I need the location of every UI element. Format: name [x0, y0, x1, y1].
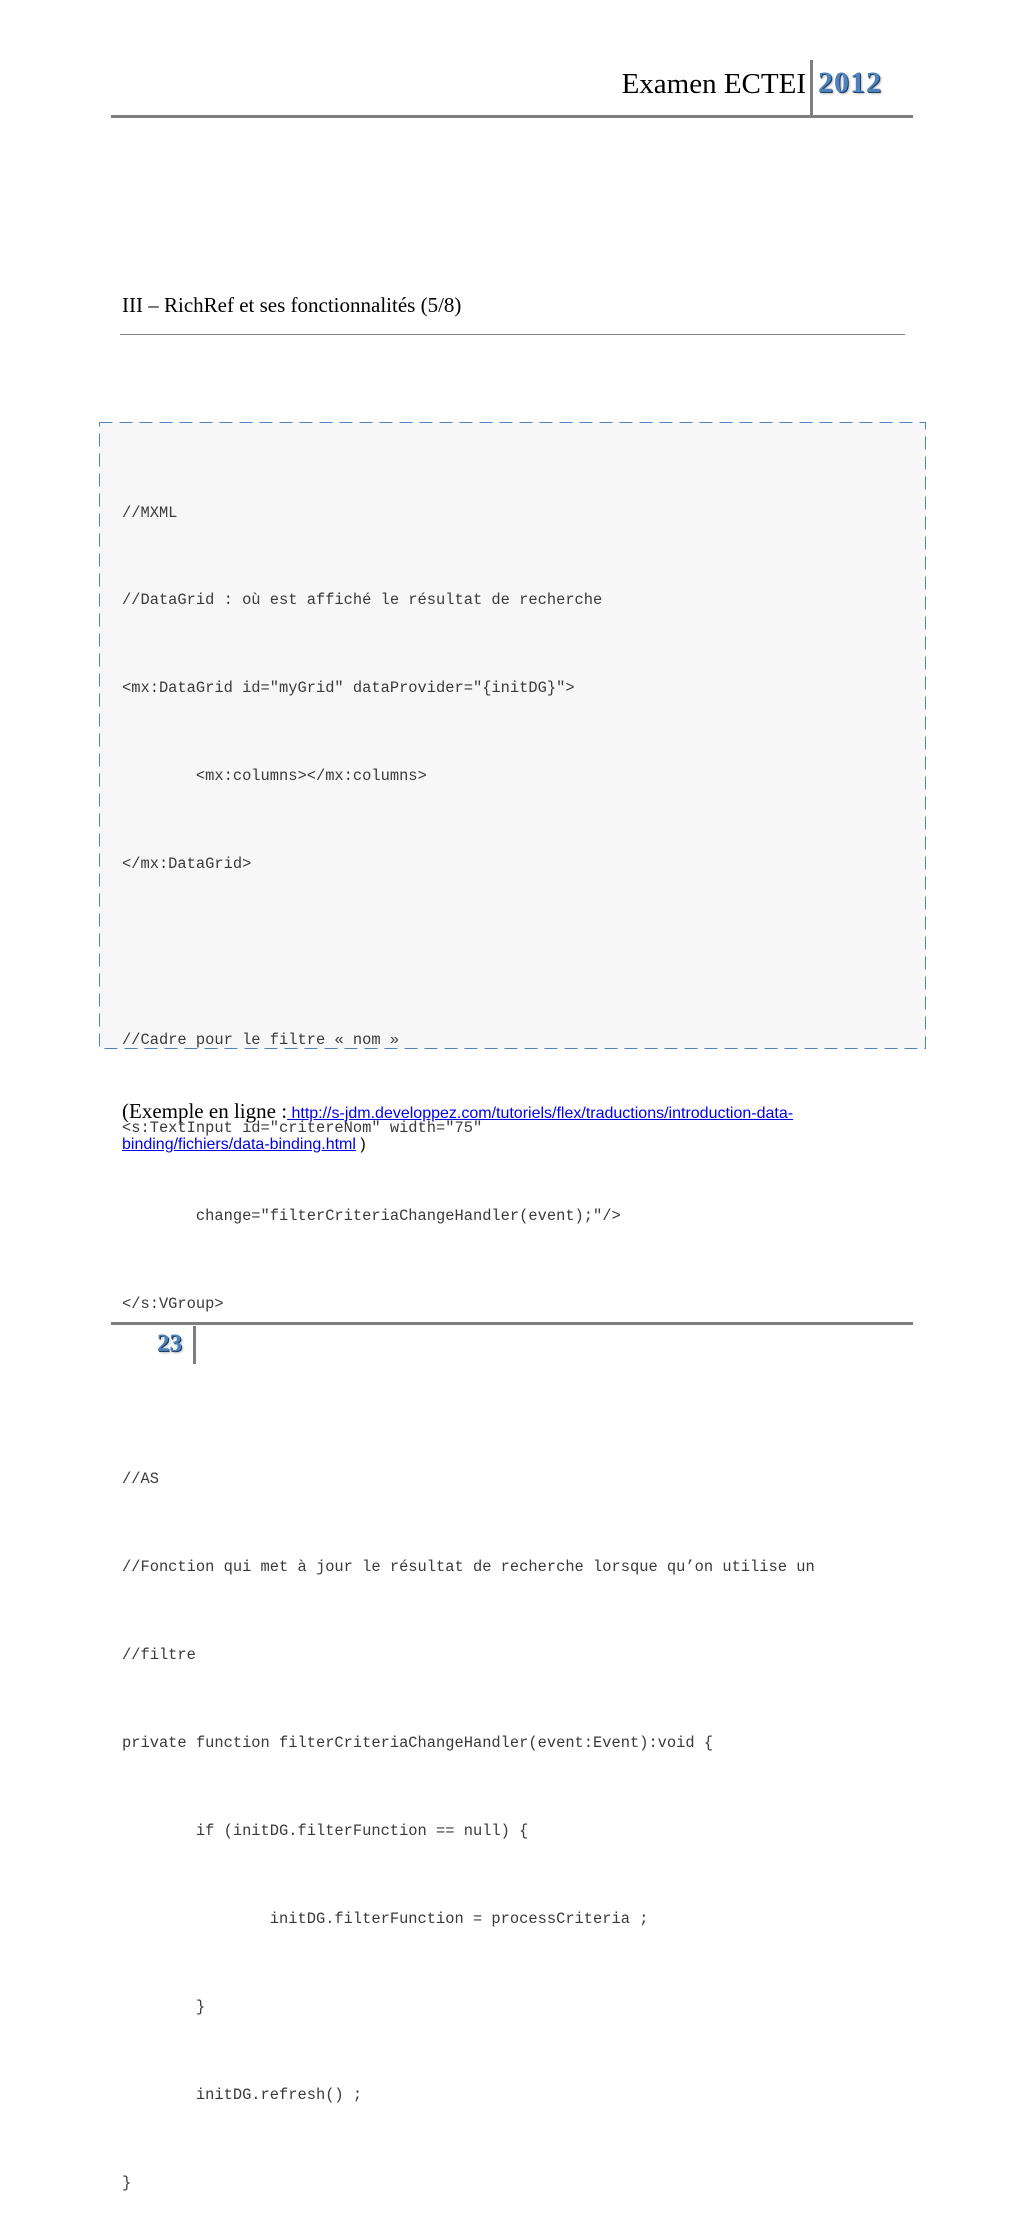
- example-paragraph: [122, 1097, 902, 1159]
- code-line: private function filterCriteriaChangeHandler(event:Event):void {: [122, 1734, 714, 1753]
- page-number: 23: [157, 1330, 182, 1357]
- document-header-title: Examen ECTEI: [621, 68, 806, 100]
- code-line: [122, 938, 815, 967]
- footer-horizontal-rule: [111, 1322, 913, 1325]
- code-line: }: [122, 1997, 206, 2016]
- code-line: change="filterCriteriaChangeHandler(event);"/>: [122, 1206, 621, 1225]
- footer-vertical-divider: [193, 1326, 196, 1364]
- code-line: if (initDG.filterFunction == null) {: [122, 1821, 529, 1840]
- example-link[interactable]: http://s-jdm.developpez.com/tutoriels/flex/traductions/introduction-data-binding/fichiers/data-binding.html: [122, 1105, 794, 1153]
- code-line: <s:TextInput id="critereNom" width="75": [122, 1118, 483, 1137]
- code-block: [122, 440, 815, 2227]
- document-header-year: 2012: [818, 66, 882, 99]
- code-line: //AS: [122, 1470, 159, 1489]
- code-line: [122, 1378, 815, 1407]
- code-line: //Fonction qui met à jour le résultat de recherche lorsque qu’on utilise un: [122, 1558, 815, 1577]
- section-heading-rule: [120, 334, 905, 335]
- code-line: initDG.refresh() ;: [122, 2085, 363, 2104]
- code-line: <mx:DataGrid id="myGrid" dataProvider="{initDG}">: [122, 679, 575, 698]
- code-line: </s:VGroup>: [122, 1294, 224, 1313]
- section-heading: III – RichRef et ses fonctionnalités (5/8): [122, 293, 462, 317]
- code-line: //MXML: [122, 503, 178, 522]
- header-horizontal-rule: [111, 115, 913, 118]
- code-line: }: [122, 2173, 132, 2192]
- code-line: //Cadre pour le filtre « nom »: [122, 1030, 400, 1049]
- header-vertical-divider: [810, 60, 813, 116]
- example-prefix: (Exemple en ligne :: [122, 1099, 288, 1123]
- example-suffix: ): [355, 1136, 366, 1153]
- code-line: initDG.filterFunction = processCriteria ;: [122, 1909, 649, 1928]
- code-line: //DataGrid : où est affiché le résultat de recherche: [122, 591, 603, 610]
- code-line: </mx:DataGrid>: [122, 855, 252, 874]
- code-line: <mx:columns></mx:columns>: [122, 767, 427, 786]
- code-line: //filtre: [122, 1646, 196, 1665]
